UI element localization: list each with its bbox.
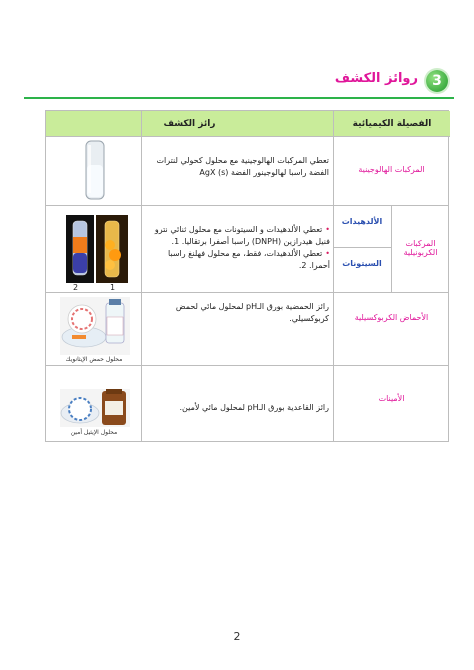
- ph-paper-amine-image: [60, 389, 130, 427]
- caption-amine: محلول الإيثيل أمين: [70, 429, 118, 436]
- reagent-item-dnph: [146, 224, 330, 248]
- column-divider-family: [333, 111, 334, 441]
- ph-paper-acid-image: [60, 297, 130, 355]
- caption-acid: محلول حمض الإيثانويك: [65, 356, 123, 363]
- image-label-1: 1: [110, 283, 116, 292]
- family-carboxylic-acids: الأحماض الكربوكسيلية: [354, 313, 429, 322]
- family-amines: الأمينات: [378, 394, 405, 403]
- subfamily-aldehydes: الألدهيدات: [341, 217, 383, 226]
- reagent-carboxylic-acids: رائز الحمضية بورق الـpH لمحلول مائي لحمض كربوكسيلي.: [175, 302, 329, 323]
- subfamily-ketones: السيتونات: [342, 259, 382, 268]
- header-divider: [24, 97, 454, 99]
- subfamily-divider-horizontal: [333, 247, 391, 248]
- row-divider: [46, 205, 448, 206]
- bullet-icon: •: [325, 249, 330, 258]
- reagent-carbonyl: [146, 224, 330, 272]
- detection-tests-table: [45, 110, 449, 442]
- family-halogen: المركبات الهالوجينية: [358, 165, 425, 174]
- reagent-amines: رائز القاعدية بورق الـpH لمحلول مائي لأمين.: [179, 403, 329, 412]
- column-header-family: الفصيلة الكيميائية: [333, 111, 450, 137]
- reagent-item-dnph-text: تعطي الألدهيدات و السيتونات مع محلول ثنائي نترو فنيل هيدرازين (DNPH) راسبا أصفرا برتقاليا. 1.: [154, 225, 330, 246]
- section-number-badge: 3: [426, 70, 448, 92]
- test-tube-silver-nitrate-image: [82, 139, 108, 201]
- column-header-reagent: رائز الكشف: [46, 111, 333, 137]
- carbonyl-test-tubes-image: [66, 215, 128, 283]
- reagent-item-fehling: [146, 248, 330, 272]
- bullet-icon: •: [325, 225, 330, 234]
- section-header: [24, 68, 454, 102]
- image-label-2: 2: [73, 283, 79, 292]
- row-divider: [46, 292, 448, 293]
- row-divider: [46, 365, 448, 366]
- page-number: 2: [233, 630, 241, 643]
- reagent-halogen: تعطي المركبات الهالوجينية مع محلول كحولي لنترات الفضة راسبا لهالوجينور الفضة AgX (s): [156, 156, 329, 177]
- section-title: روائز الكشف: [334, 71, 418, 86]
- reagent-item-fehling-text: تعطي الألدهيدات، فقط، مع محلول فهلنغ راسبا أحمرا. 2.: [168, 249, 330, 270]
- subfamily-divider-vertical: [391, 205, 392, 292]
- family-carbonyl: المركبات الكربونيلية: [403, 239, 438, 257]
- column-divider-image: [141, 111, 142, 441]
